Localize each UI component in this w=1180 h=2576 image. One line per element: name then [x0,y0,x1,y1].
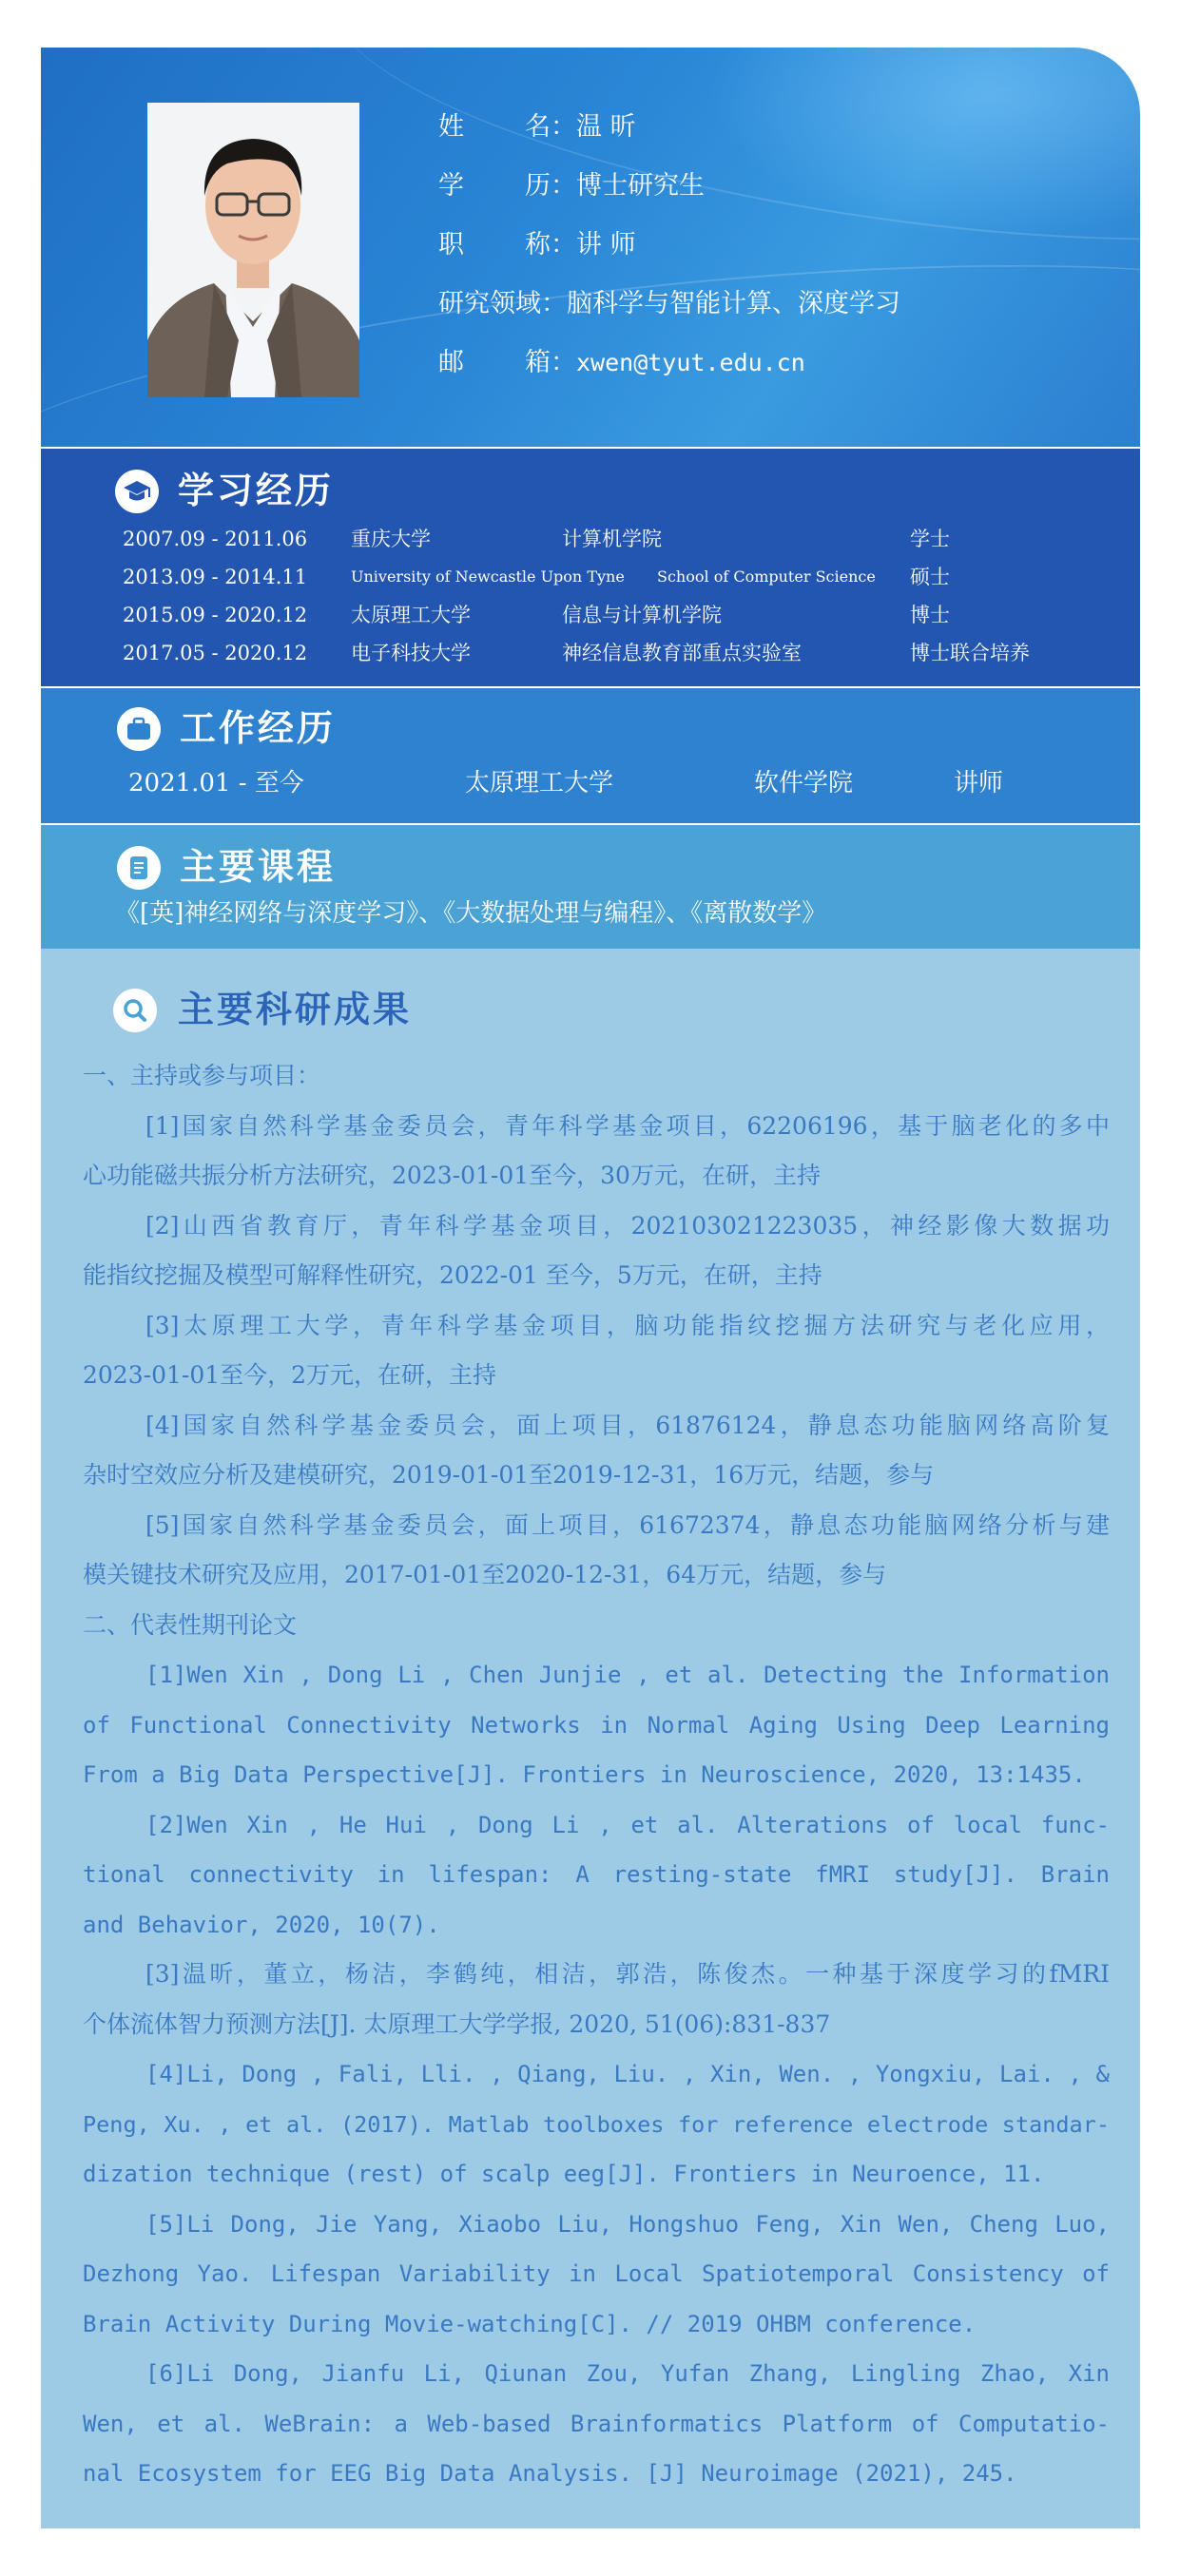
research-text-line: [2]Wen Xin , He Hui , Dong Li , et al. Alterations of local func- [145,1811,1110,1838]
education-label: 学 历 [438,171,551,201]
work-org: 太原理工大学 [465,769,614,798]
name-label: 姓 名 [438,112,551,142]
research-section [41,949,1140,2528]
email-row: 邮 箱 ：xwen@tyut.edu.cn [438,344,805,382]
profile-header [41,48,1140,447]
research-text-line: dization technique (rest) of scalp eeg[J]. Frontiers in Neuroence, 11. [83,2161,1045,2187]
research-body [83,1051,1110,2499]
research-text-line: of Functional Connectivity Networks in Normal Aging Using Deep Learning [83,1711,1110,1739]
name-row: 姓 名 ：温 昕 [438,108,636,146]
search-icon [113,989,157,1032]
work-period: 2021.01 - 至今 [128,769,304,798]
research-text-line: nal Ecosystem for EEG Big Data Analysis. [J] Neuroimage (2021), 245. [83,2460,1017,2487]
work-dept: 软件学院 [754,769,854,798]
research-text-line: [2]山西省教育厅，青年科学基金项目，202103021223035，神经影像大数据功 [145,1211,1110,1240]
resume-card [41,48,1140,2528]
research-text-line: Dezhong Yao. Lifespan Variability in Local Spatiotemporal Consistency of [83,2260,1110,2287]
name-value: 温 昕 [576,112,636,142]
courses-list: 《[英]神经网络与深度学习》、《大数据处理与编程》、《离散数学》 [115,899,827,928]
work-section [41,688,1140,823]
research-title: 主要科研成果 [178,989,413,1030]
research-text-line: 模关键技术研究及应用，2017-01-01至2020-12-31，64万元，结题，参与 [83,1561,887,1588]
research-text-line: 心功能磁共振分析方法研究，2023-01-01至今，30万元，在研，主持 [83,1162,821,1189]
research-text-line: [4]Li, Dong , Fali, Lli. , Qiang, Liu. , Xin, Wen. , Yongxiu, Lai. , & [145,2061,1110,2087]
research-text-line: [3]温昕，董立，杨洁，李鹤纯，相洁，郭浩，陈俊杰。一种基于深度学习的fMRI [145,1960,1110,1988]
research-text-line: [1]国家自然科学基金委员会，青年科学基金项目，62206196，基于脑老化的多中 [145,1111,1110,1140]
research-field-row: 研究领域：脑科学与智能计算、深度学习 [438,285,900,323]
portrait-photo [147,103,359,397]
education-value: 博士研究生 [576,171,705,201]
research-text-line: 杂时空效应分析及建模研究，2019-01-01至2019-12-31，16万元，结题，参与 [83,1461,935,1489]
research-text-line: and Behavior, 2020, 10(7). [83,1911,440,1938]
courses-title: 主要课程 [180,846,337,888]
research-text-line: 2023-01-01至今，2万元，在研，主持 [83,1361,497,1389]
work-row [41,764,1140,802]
title-row: 职 称 ：讲 师 [438,226,636,264]
research-field-value: 脑科学与智能计算、深度学习 [567,289,900,318]
research-subheading: 一、主持或参与项目： [83,1062,321,1089]
research-text-line: Peng, Xu. , et al. (2017). Matlab toolboxes for reference electrode standar- [83,2110,1110,2138]
research-text-line: [4]国家自然科学基金委员会，面上项目，61876124，静息态功能脑网络高阶复 [145,1411,1110,1439]
research-text-line: [1]Wen Xin , Dong Li , Chen Junjie , et al. Detecting the Information [145,1662,1110,1688]
research-text-line: 能指纹挖掘及模型可解释性研究，2022-01 至今，5万元，在研，主持 [83,1261,822,1289]
research-text-line: [3]太原理工大学，青年科学基金项目，脑功能指纹挖掘方法研究与老化应用， [145,1311,1110,1339]
title-label: 职 称 [438,230,551,260]
work-title: 工作经历 [180,707,337,749]
research-text-line: Wen, et al. WeBrain: a Web-based Brainformatics Platform of Computatio- [83,2410,1110,2437]
work-position: 讲师 [954,769,1004,798]
research-text-line: Brain Activity During Movie-watching[C]. // 2019 OHBM conference. [83,2310,977,2337]
courses-section [41,825,1140,949]
research-text-line: From a Big Data Perspective[J]. Frontiers in Neuroscience, 2020, 13:1435. [83,1761,1086,1788]
research-field-label: 研究领域 [438,289,541,318]
education-row: 学 历 ：博士研究生 [438,167,705,205]
title-value: 讲 师 [576,230,636,260]
briefcase-icon [117,707,161,751]
document-icon [117,846,161,890]
graduation-cap-icon [115,470,159,513]
research-text-line: tional connectivity in lifespan: A resting-state fMRI study[J]. Brain [83,1861,1110,1888]
research-subheading: 二、代表性期刊论文 [83,1610,298,1639]
study-title: 学习经历 [178,470,335,511]
study-section: 学习经历 2007.09 - 2011.06 重庆大学 计算机学院 学士 2013.09 - 2014.11 University of Newcastle Upon Tyne School of Computer Science 硕士 2015.09 - 2020.12 太原理工大学 信息与计算机学院 博士 2017.05 - 2020.12 电子科技大学 神经信息教育部重点实验室 博士联合培养 [41,449,1140,686]
email-label: 邮 箱 [438,348,551,377]
research-text-line: [6]Li Dong, Jianfu Li, Qiunan Zou, Yufan Zhang, Lingling Zhao, Xin [145,2360,1110,2387]
research-text-line: [5]国家自然科学基金委员会，面上项目，61672374，静息态功能脑网络分析与建 [145,1510,1110,1539]
research-text-line: 个体流体智力预测方法[J]. 太原理工大学学报, 2020, 51(06):831-837 [83,2009,831,2038]
email-value[interactable]: xwen@tyut.edu.cn [576,349,805,376]
research-text-line: [5]Li Dong, Jie Yang, Xiaobo Liu, Hongshuo Feng, Xin Wen, Cheng Luo, [145,2210,1110,2238]
